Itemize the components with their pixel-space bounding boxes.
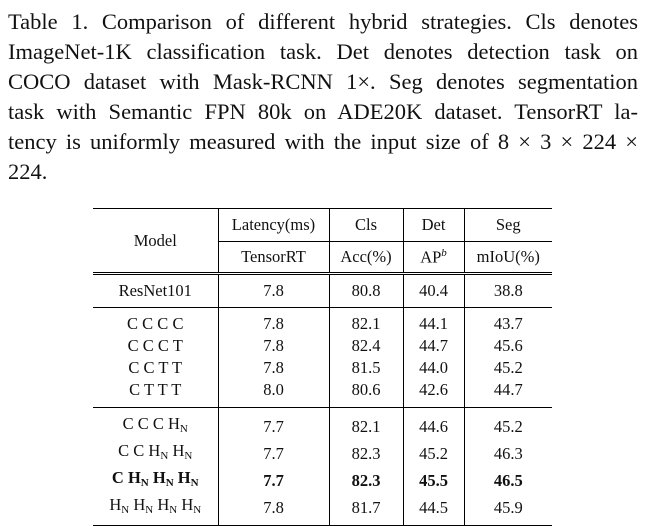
cell-latency: 7.8 bbox=[218, 357, 329, 379]
cell-model: C C $H_N$ $H_N$ bbox=[118, 441, 193, 462]
cell-det: 44.0 bbox=[403, 357, 464, 379]
cell-latency: 8.0 bbox=[218, 379, 329, 408]
cell-det: 44.7 bbox=[403, 335, 464, 357]
cell-latency: 7.8 bbox=[218, 335, 329, 357]
caption-line: tency is uniformly measured with the input size of 8 × 3 × 224 × bbox=[8, 129, 638, 154]
cell-seg: 45.9 bbox=[464, 494, 552, 526]
table-row bbox=[93, 308, 552, 336]
table-row bbox=[93, 440, 552, 467]
cell-model: C T T T bbox=[93, 379, 218, 408]
cell-seg: 46.5 bbox=[464, 467, 552, 494]
caption-line: COCO dataset with Mask-RCNN 1×. Seg denotes segmentation bbox=[8, 69, 638, 94]
cell-det: 44.5 bbox=[403, 494, 464, 526]
caption-line: task with Semantic FPN 80k on ADE20K dataset. TensorRT la- bbox=[8, 99, 638, 124]
caption-line: ImageNet-1K classification task. Det denotes detection task on bbox=[8, 39, 638, 64]
table-row bbox=[93, 408, 552, 441]
comparison-table bbox=[93, 208, 552, 526]
cell-latency: 7.8 bbox=[218, 494, 329, 526]
cell-cls: 82.3 bbox=[329, 467, 403, 494]
cell-cls: 82.1 bbox=[329, 408, 403, 441]
header-latency: Latency(ms) bbox=[218, 209, 329, 242]
cell-cls: 82.3 bbox=[329, 440, 403, 467]
header-model: Model bbox=[93, 209, 218, 274]
cell-latency: 7.7 bbox=[218, 467, 329, 494]
cell-cls: 82.1 bbox=[329, 308, 403, 336]
cell-det: 45.2 bbox=[403, 440, 464, 467]
cell-model: C C C $H_N$ bbox=[122, 414, 188, 435]
table-row-best bbox=[93, 467, 552, 494]
cell-cls: 81.7 bbox=[329, 494, 403, 526]
cell-seg: 46.3 bbox=[464, 440, 552, 467]
cell-cls: 81.5 bbox=[329, 357, 403, 379]
subheader-seg: mIoU(%) bbox=[464, 242, 552, 274]
cell-det: 42.6 bbox=[403, 379, 464, 408]
cell-cls: 80.6 bbox=[329, 379, 403, 408]
header-row bbox=[93, 209, 552, 242]
header-cls: Cls bbox=[329, 209, 403, 242]
subheader-det: $AP^b$ bbox=[403, 242, 464, 274]
cell-det: 44.1 bbox=[403, 308, 464, 336]
cell-model: $H_N$ $H_N$ $H_N$ $H_N$ bbox=[93, 494, 218, 526]
cell-latency: 7.7 bbox=[218, 408, 329, 441]
caption-line: Table 1. Comparison of different hybrid strategies. Cls denotes bbox=[8, 9, 638, 34]
subheader-cls: Acc(%) bbox=[329, 242, 403, 274]
cell-seg: 38.8 bbox=[464, 274, 552, 308]
table-row bbox=[93, 335, 552, 357]
cell-model: ResNet101 bbox=[93, 274, 218, 308]
cell-seg: 45.6 bbox=[464, 335, 552, 357]
subheader-latency: TensorRT bbox=[218, 242, 329, 274]
header-det: Det bbox=[403, 209, 464, 242]
cell-model: C $H_N$ $H_N$ $H_N$ bbox=[111, 468, 199, 489]
cell-seg: 43.7 bbox=[464, 308, 552, 336]
cell-seg: 44.7 bbox=[464, 379, 552, 408]
cell-latency: 7.8 bbox=[218, 308, 329, 336]
table-row bbox=[93, 379, 552, 408]
cell-det: 40.4 bbox=[403, 274, 464, 308]
cell-latency: 7.8 bbox=[218, 274, 329, 308]
cell-model: C C C T bbox=[127, 336, 183, 355]
table-row bbox=[93, 357, 552, 379]
table-row bbox=[93, 494, 552, 526]
cell-seg: 45.2 bbox=[464, 357, 552, 379]
table-caption bbox=[8, 7, 638, 187]
table-row bbox=[93, 274, 552, 308]
cell-det: 44.6 bbox=[403, 408, 464, 441]
cell-cls: 82.4 bbox=[329, 335, 403, 357]
cell-model: C C C C bbox=[127, 314, 184, 333]
cell-cls: 80.8 bbox=[329, 274, 403, 308]
cell-latency: 7.7 bbox=[218, 440, 329, 467]
header-seg: Seg bbox=[464, 209, 552, 242]
caption-line: 224. bbox=[8, 159, 48, 184]
cell-model: C C T T bbox=[128, 358, 183, 377]
cell-det: 45.5 bbox=[403, 467, 464, 494]
cell-seg: 45.2 bbox=[464, 408, 552, 441]
